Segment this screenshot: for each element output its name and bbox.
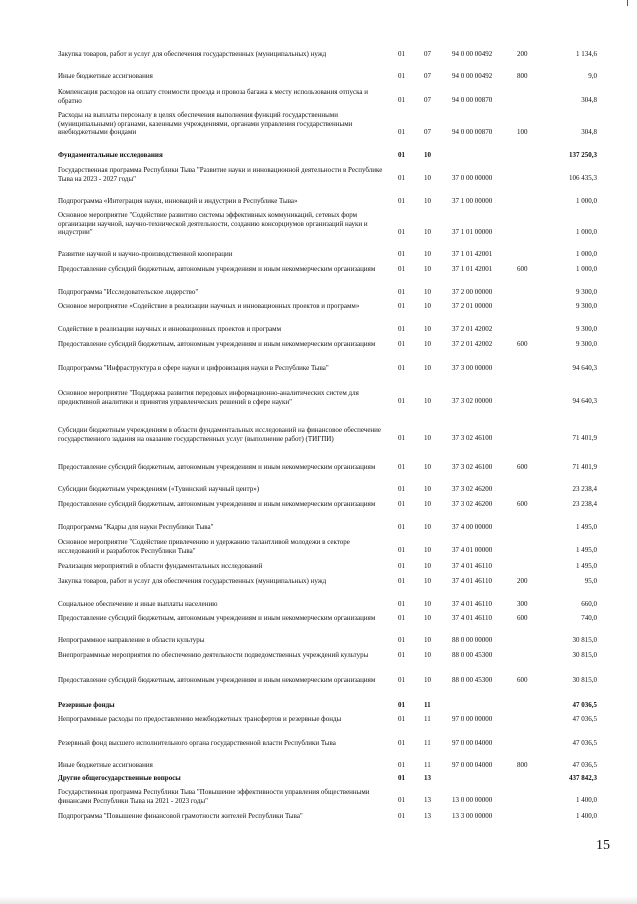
cell-pr: 10 <box>424 485 431 493</box>
cell-pr: 10 <box>424 151 431 159</box>
cell-pr: 11 <box>424 701 431 709</box>
cell-amount: 23 238,4 <box>572 500 597 508</box>
row-name: Закупка товаров, работ и услуг для обеспечения государственных (муниципальных) нужд <box>58 50 327 58</box>
cell-amount: 1 400,0 <box>576 812 597 820</box>
cell-amount: 47 036,5 <box>572 761 597 769</box>
cell-csr: 88 0 00 45300 <box>452 676 493 684</box>
cell-pr: 11 <box>424 715 431 723</box>
cell-rz: 01 <box>398 340 405 348</box>
cell-csr: 94 0 00 00492 <box>452 72 493 80</box>
cell-pr: 10 <box>424 288 431 296</box>
row-name: Основное мероприятие "Содействие развитию системы эффективных коммуникаций, сетевых форм организации научной, научно-технической деятельности, созданию консорциумов организаций науки и индустрии" <box>58 211 368 237</box>
cell-vr: 600 <box>517 265 528 273</box>
cell-csr: 37 2 01 42002 <box>452 325 493 333</box>
cell-csr: 94 0 00 00870 <box>452 128 493 136</box>
cell-amount: 740,0 <box>581 614 597 622</box>
cell-amount: 1 400,0 <box>576 796 597 804</box>
cell-rz: 01 <box>398 128 405 136</box>
row-name: Подпрограмма "Повышение финансовой грамотности жителей Республики Тыва" <box>58 812 303 820</box>
cell-rz: 01 <box>398 288 405 296</box>
cell-csr: 37 4 01 00000 <box>452 546 493 554</box>
row-name: Предоставление субсидий бюджетным, автономным учреждениям и иным некоммерческим организациям <box>58 676 376 684</box>
cell-rz: 01 <box>398 761 405 769</box>
row-name: Предоставление субсидий бюджетным, автономным учреждениям и иным некоммерческим организациям <box>58 500 376 508</box>
cell-rz: 01 <box>398 715 405 723</box>
cell-pr: 10 <box>424 302 431 310</box>
row-name: Непрограммные расходы по предоставлению межбюджетных трансфертов и резервные фонды <box>58 715 342 723</box>
cell-csr: 37 3 00 00000 <box>452 364 493 372</box>
cell-pr: 13 <box>424 812 431 820</box>
cell-pr: 10 <box>424 577 431 585</box>
cell-amount: 1 495,0 <box>576 546 597 554</box>
cell-rz: 01 <box>398 600 405 608</box>
row-name: Расходы на выплаты персоналу в целях обеспечения выполнения функций государственными (муниципальными) органами, казенными учреждениями, органами управления государственными внебюджетными фондами <box>58 111 353 137</box>
cell-amount: 1 000,0 <box>576 265 597 273</box>
cell-pr: 10 <box>424 562 431 570</box>
cell-rz: 01 <box>398 485 405 493</box>
cell-rz: 01 <box>398 250 405 258</box>
cell-pr: 10 <box>424 364 431 372</box>
cell-vr: 600 <box>517 676 528 684</box>
cell-csr: 97 0 00 04000 <box>452 739 493 747</box>
cell-pr: 10 <box>424 325 431 333</box>
cell-pr: 10 <box>424 463 431 471</box>
cell-amount: 437 842,3 <box>569 774 597 782</box>
cell-pr: 10 <box>424 523 431 531</box>
cell-rz: 01 <box>398 523 405 531</box>
cell-amount: 9 300,0 <box>576 302 597 310</box>
cell-csr: 37 3 02 00000 <box>452 397 493 405</box>
cell-pr: 13 <box>424 774 431 782</box>
cell-csr: 37 1 01 42001 <box>452 265 493 273</box>
cell-csr: 94 0 00 00492 <box>452 50 493 58</box>
cell-pr: 10 <box>424 500 431 508</box>
cell-csr: 88 0 00 00000 <box>452 636 493 644</box>
scan-edge <box>0 896 637 904</box>
row-name: Подпрограмма «Интеграция науки, инноваций и индустрии в Республике Тыва» <box>58 197 298 205</box>
cell-amount: 304,8 <box>581 96 597 104</box>
row-name: Субсидии бюджетным учреждениям («Тувинский научный центр») <box>58 485 260 493</box>
cell-rz: 01 <box>398 72 405 80</box>
cell-amount: 9 300,0 <box>576 325 597 333</box>
cell-rz: 01 <box>398 151 405 159</box>
cell-csr: 37 3 02 46200 <box>452 485 493 493</box>
cell-csr: 97 0 00 04000 <box>452 761 493 769</box>
cell-rz: 01 <box>398 739 405 747</box>
cell-pr: 11 <box>424 761 431 769</box>
cell-vr: 300 <box>517 600 528 608</box>
cell-amount: 137 250,3 <box>569 151 597 159</box>
cell-amount: 1 000,0 <box>576 250 597 258</box>
cell-csr: 94 0 00 00870 <box>452 96 493 104</box>
cell-rz: 01 <box>398 651 405 659</box>
cell-amount: 94 640,3 <box>572 364 597 372</box>
cell-amount: 1 000,0 <box>576 197 597 205</box>
cell-csr: 37 1 01 42001 <box>452 250 493 258</box>
cell-pr: 10 <box>424 546 431 554</box>
cell-amount: 1 000,0 <box>576 228 597 236</box>
cell-amount: 94 640,3 <box>572 397 597 405</box>
cell-csr: 37 4 01 46110 <box>452 562 492 570</box>
cell-vr: 200 <box>517 577 528 585</box>
cell-pr: 10 <box>424 397 431 405</box>
cell-pr: 13 <box>424 796 431 804</box>
cell-amount: 106 435,3 <box>569 174 597 182</box>
cell-amount: 47 036,5 <box>572 739 597 747</box>
row-name: Иные бюджетные ассигнования <box>58 761 153 769</box>
row-name: Содействие в реализации научных и инновационных проектов и программ <box>58 325 282 333</box>
cell-pr: 10 <box>424 228 431 236</box>
cell-amount: 30 815,0 <box>572 676 597 684</box>
cell-rz: 01 <box>398 50 405 58</box>
row-name: Подпрограмма "Исследовательское лидерство" <box>58 288 199 296</box>
row-name: Резервные фонды <box>58 701 115 709</box>
row-name: Фундаментальные исследования <box>58 151 163 159</box>
cell-rz: 01 <box>398 325 405 333</box>
row-name: Иные бюджетные ассигнования <box>58 72 153 80</box>
cell-pr: 10 <box>424 434 431 442</box>
cell-amount: 30 815,0 <box>572 636 597 644</box>
cell-csr: 88 0 00 45300 <box>452 651 493 659</box>
row-name: Государственная программа Республики Тыва "Развитие науки и инновационной деятельности в Республике Тыва на 2023 - 2027 годы" <box>58 166 383 183</box>
row-name: Основное мероприятие «Содействие в реализации научных и инновационных проектов и программ» <box>58 302 360 310</box>
row-name: Основное мероприятие "Поддержка развития передовых информационно-аналитических систем для предиктивной аналитики и принятия управленческих решений в сфере науки" <box>58 389 359 406</box>
cell-amount: 71 401,9 <box>572 434 597 442</box>
cell-amount: 9,0 <box>588 72 597 80</box>
cell-rz: 01 <box>398 302 405 310</box>
cell-vr: 800 <box>517 72 528 80</box>
cell-rz: 01 <box>398 265 405 273</box>
cell-csr: 13 3 00 00000 <box>452 812 493 820</box>
cell-csr: 37 2 00 00000 <box>452 288 493 296</box>
cell-csr: 37 2 01 42002 <box>452 340 493 348</box>
cell-csr: 37 1 01 00000 <box>452 228 493 236</box>
cell-pr: 10 <box>424 676 431 684</box>
cell-csr: 13 0 00 00000 <box>452 796 493 804</box>
cell-vr: 800 <box>517 761 528 769</box>
cell-pr: 10 <box>424 600 431 608</box>
cell-rz: 01 <box>398 228 405 236</box>
cell-amount: 304,8 <box>581 128 597 136</box>
cell-pr: 10 <box>424 340 431 348</box>
cell-csr: 37 4 01 46110 <box>452 614 492 622</box>
cell-pr: 10 <box>424 174 431 182</box>
cell-pr: 10 <box>424 250 431 258</box>
cell-rz: 01 <box>398 562 405 570</box>
cell-amount: 47 036,5 <box>572 701 597 709</box>
cell-csr: 37 4 01 46110 <box>452 600 492 608</box>
cell-pr: 10 <box>424 636 431 644</box>
cell-csr: 97 0 00 00000 <box>452 715 493 723</box>
cell-vr: 600 <box>517 614 528 622</box>
cell-csr: 37 2 01 00000 <box>452 302 493 310</box>
cell-rz: 01 <box>398 500 405 508</box>
row-name: Социальное обеспечение и иные выплаты населению <box>58 600 218 608</box>
cell-rz: 01 <box>398 434 405 442</box>
cell-csr: 37 0 00 00000 <box>452 174 493 182</box>
cell-rz: 01 <box>398 577 405 585</box>
cell-pr: 07 <box>424 96 431 104</box>
cell-rz: 01 <box>398 774 405 782</box>
cell-amount: 1 134,6 <box>576 50 597 58</box>
row-name: Основное мероприятие "Содействие привлечению и удержанию талантливой молодежи в секторе исследований и разработок Республики Тыва" <box>58 538 350 555</box>
cell-rz: 01 <box>398 796 405 804</box>
cell-rz: 01 <box>398 364 405 372</box>
cell-pr: 10 <box>424 614 431 622</box>
row-name: Предоставление субсидий бюджетным, автономным учреждениям и иным некоммерческим организациям <box>58 614 376 622</box>
cell-rz: 01 <box>398 463 405 471</box>
cell-amount: 9 300,0 <box>576 340 597 348</box>
cell-csr: 37 4 00 00000 <box>452 523 493 531</box>
cell-rz: 01 <box>398 546 405 554</box>
cell-vr: 600 <box>517 463 528 471</box>
cell-amount: 30 815,0 <box>572 651 597 659</box>
cell-csr: 37 3 02 46200 <box>452 500 493 508</box>
cell-amount: 95,0 <box>584 577 597 585</box>
cell-rz: 01 <box>398 812 405 820</box>
cell-pr: 07 <box>424 50 431 58</box>
cell-rz: 01 <box>398 614 405 622</box>
cell-pr: 10 <box>424 197 431 205</box>
cell-vr: 100 <box>517 128 528 136</box>
row-name: Развитие научной и научно-производственной кооперации <box>58 250 233 258</box>
cell-pr: 10 <box>424 651 431 659</box>
cell-csr: 37 4 01 46110 <box>452 577 492 585</box>
cell-vr: 600 <box>517 340 528 348</box>
row-name: Подпрограмма "Кадры для науки Республики Тыва" <box>58 523 214 531</box>
cell-rz: 01 <box>398 701 405 709</box>
cell-rz: 01 <box>398 676 405 684</box>
cell-rz: 01 <box>398 197 405 205</box>
row-name: Подпрограмма "Инфраструктура в сфере науки и цифровизация науки в Республике Тыва" <box>58 364 329 372</box>
cell-amount: 9 300,0 <box>576 288 597 296</box>
cell-amount: 1 495,0 <box>576 562 597 570</box>
row-name: Реализация мероприятий в области фундаментальных исследований <box>58 562 263 570</box>
row-name: Компенсация расходов на оплату стоимости проезда и провоза багажа к месту использования отпуска и обратно <box>58 88 368 105</box>
cell-amount: 660,0 <box>581 600 597 608</box>
cell-vr: 600 <box>517 500 528 508</box>
cell-rz: 01 <box>398 174 405 182</box>
cell-vr: 200 <box>517 50 528 58</box>
row-name: Непрограммное направление в области культуры <box>58 636 205 644</box>
cell-pr: 07 <box>424 72 431 80</box>
row-name: Закупка товаров, работ и услуг для обеспечения государственных (муниципальных) нужд <box>58 577 327 585</box>
row-name: Другие общегосударственные вопросы <box>58 774 181 782</box>
cell-pr: 11 <box>424 739 431 747</box>
cell-amount: 47 036,5 <box>572 715 597 723</box>
cell-pr: 07 <box>424 128 431 136</box>
row-name: Внепрограммные мероприятия по обеспечению деятельности подведомственных учреждений культуры <box>58 651 369 659</box>
row-name: Государственная программа Республики Тыва "Повышение эффективности управления общественными финансами Республики Тыва на 2021 - 2023 годы" <box>58 788 370 805</box>
row-name: Субсидии бюджетным учреждениям в области фундаментальных исследований на финансовое обеспечение государственного задания на оказание государственных услуг (выполнение работ) (ТИГПИ) <box>58 426 382 443</box>
cell-pr: 10 <box>424 265 431 273</box>
cell-amount: 71 401,9 <box>572 463 597 471</box>
cell-rz: 01 <box>398 96 405 104</box>
cell-amount: 1 495,0 <box>576 523 597 531</box>
cell-csr: 37 3 02 46100 <box>452 463 493 471</box>
page-number: 15 <box>596 838 610 853</box>
row-name: Предоставление субсидий бюджетным, автономным учреждениям и иным некоммерческим организациям <box>58 340 376 348</box>
row-name: Предоставление субсидий бюджетным, автономным учреждениям и иным некоммерческим организациям <box>58 463 376 471</box>
cell-csr: 37 1 00 00000 <box>452 197 493 205</box>
cell-rz: 01 <box>398 397 405 405</box>
row-name: Резервный фонд высшего исполнительного органа государственной власти Республики Тыва <box>58 739 336 747</box>
cell-rz: 01 <box>398 636 405 644</box>
cell-csr: 37 3 02 46100 <box>452 434 493 442</box>
cell-amount: 23 238,4 <box>572 485 597 493</box>
row-name: Предоставление субсидий бюджетным, автономным учреждениям и иным некоммерческим организациям <box>58 265 376 273</box>
